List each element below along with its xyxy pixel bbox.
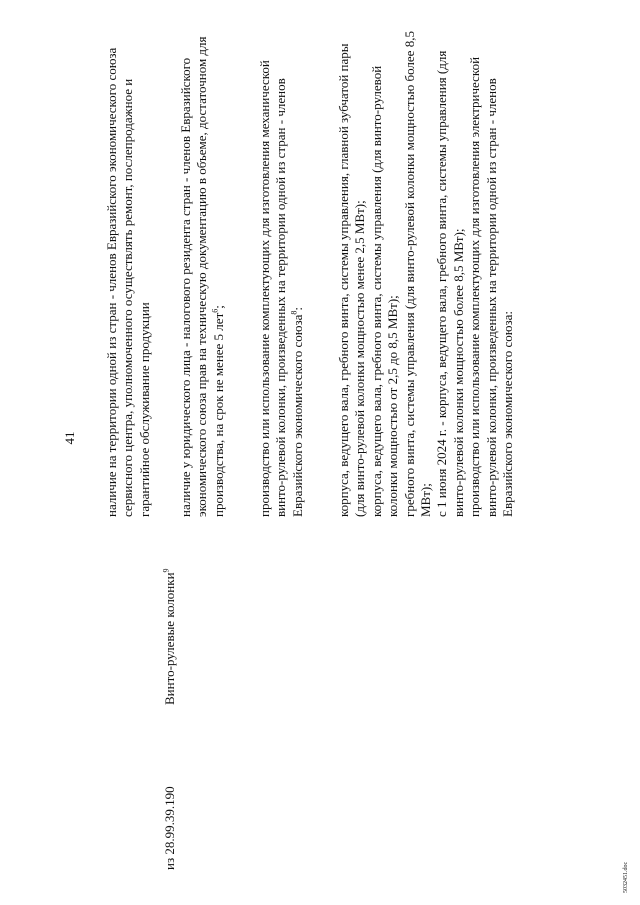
condition-tail: :	[289, 306, 305, 311]
condition-text: наличие на территории одной из стран - членов Евразийского экономического союза сервисного центра, уполномоченного осуществлять ремонт, послепродажное и гарантийное обслуживание продукции	[104, 47, 152, 517]
page-number: 41	[62, 431, 77, 445]
product-name-text: Винто-рулевые колонки	[162, 572, 177, 705]
condition-documentation	[178, 23, 227, 517]
footnote-ref-9: 9	[161, 568, 171, 573]
condition-components	[257, 23, 306, 517]
condition-text: производство или использование комплектующих для изготовления механической винто-рулевой колонки, произведенных на территории одной из стран - членов Евразийского экономического союза	[257, 60, 305, 517]
footnote-ref-6: 6	[210, 308, 220, 313]
document-footer: 5032451.doc	[623, 861, 629, 893]
condition-tail: ;	[210, 305, 226, 309]
footnote-ref-8: 8	[289, 310, 299, 315]
product-name	[162, 568, 178, 705]
list-item: корпуса, ведущего вала, гребного винта, системы управления (для винто-рулевой колонки мощностью от 2,5 до 8,5 МВт);	[368, 65, 401, 517]
product-code: из 28.99.39.190	[162, 786, 177, 870]
list-item: корпуса, ведущего вала, гребного винта, системы управления, главной зубчатой пары (для винто-рулевой колонки мощностью менее 2,5 МВт);	[336, 43, 368, 517]
condition-component-list	[336, 23, 516, 517]
list-item: производство или использование комплектующих для изготовления электрической винто-рулевой колонки, произведенных на территории одной из стран - членов Евразийского экономического союза:	[467, 56, 516, 517]
list-item: с 1 июня 2024 г. - корпуса, ведущего вала, гребного винта, системы управления (для винто-рулевой колонки мощностью более 8,5 МВт);	[434, 50, 466, 517]
condition-text: наличие у юридического лица - налогового резидента стран - членов Евразийского экономического союза прав на техническую документацию в объеме, достаточном для производства, на срок не менее 5 лет	[178, 36, 226, 517]
condition-service-center	[104, 23, 153, 517]
list-item: гребного винта, системы управления (для винто-рулевой колонки мощностью более 8,5 МВт);	[401, 31, 434, 517]
